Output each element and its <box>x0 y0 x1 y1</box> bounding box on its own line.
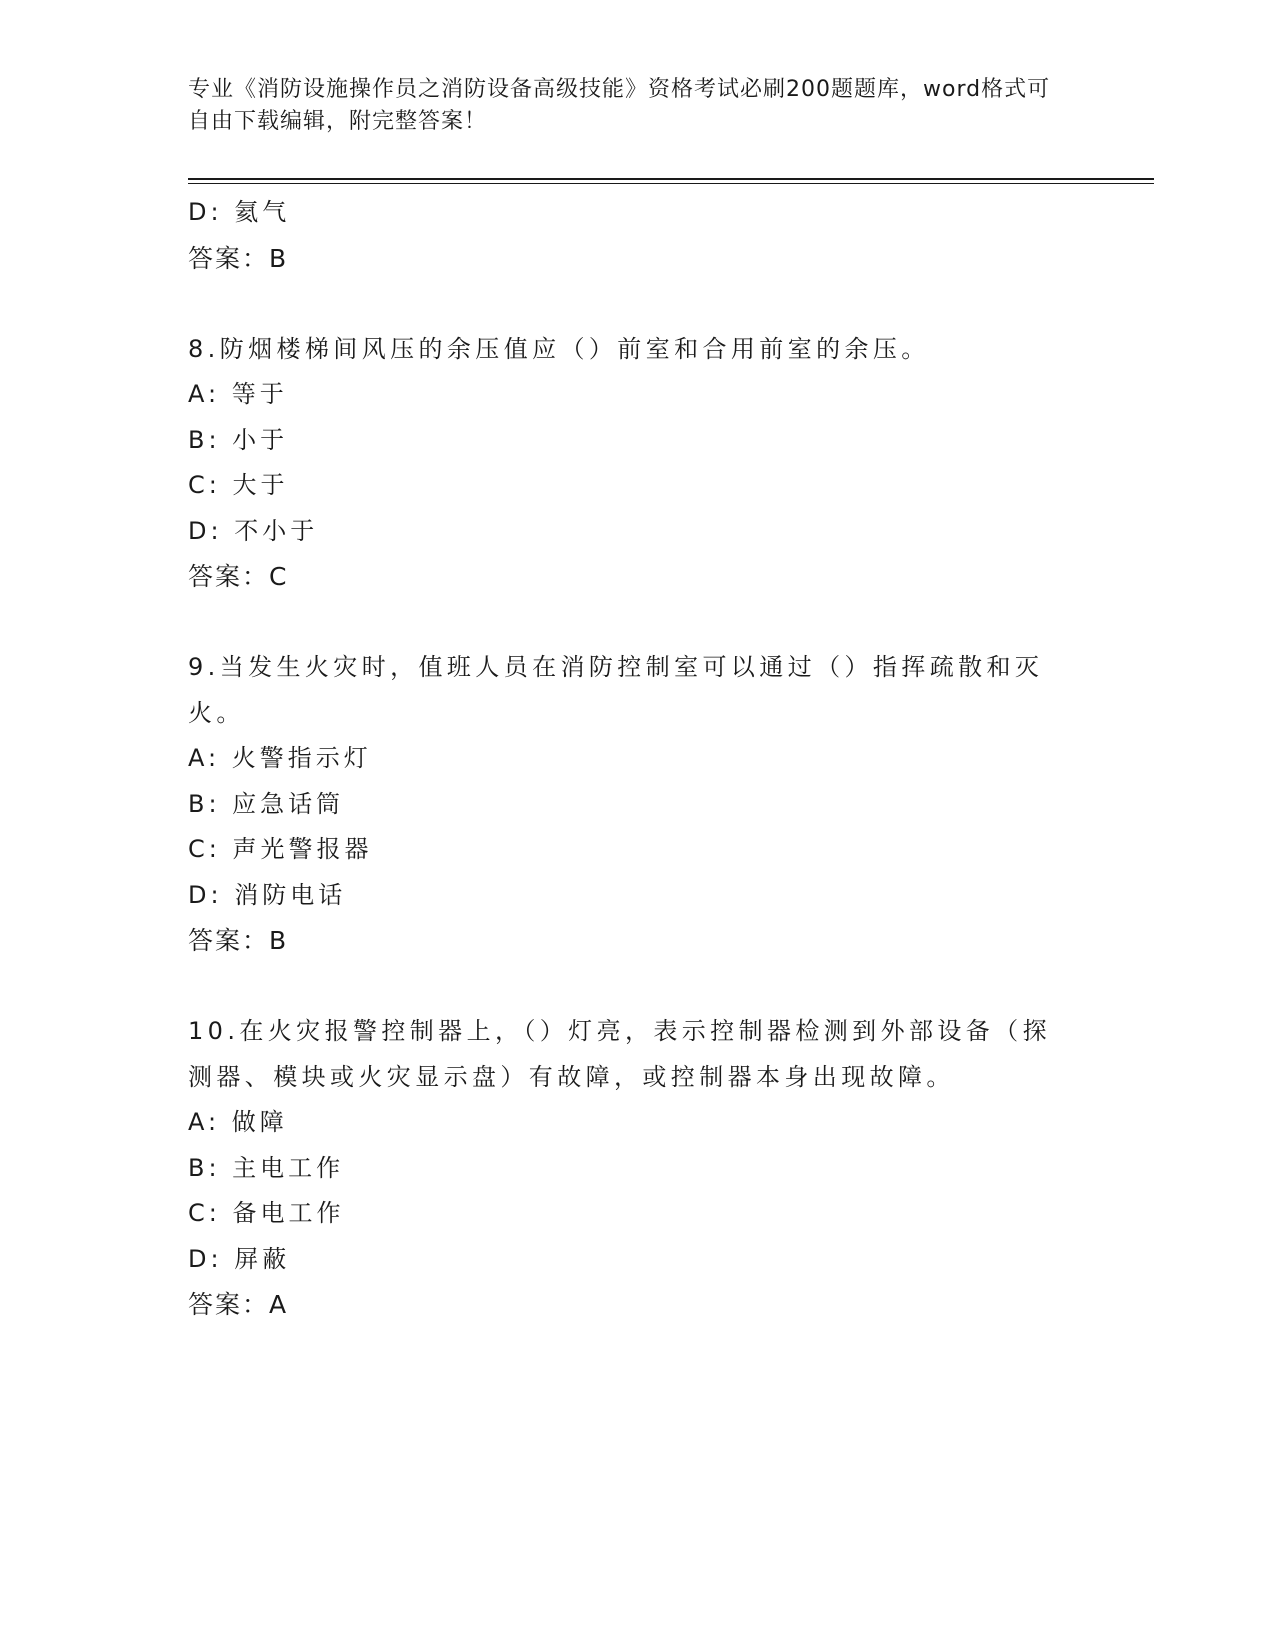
option-c: C: 大于 <box>188 471 289 499</box>
spacer <box>188 281 1088 327</box>
prev-answer: 答案：B <box>188 243 289 273</box>
header-divider-bottom <box>188 183 1154 184</box>
question-8 <box>188 327 1088 600</box>
option-d: D: 不小于 <box>188 516 319 545</box>
option-a: A: 做障 <box>188 1108 288 1136</box>
question-10 <box>188 1009 1088 1328</box>
option-c: C: 声光警报器 <box>188 835 373 863</box>
question-content <box>188 190 1088 1328</box>
option-c: C: 备电工作 <box>188 1199 345 1227</box>
spacer <box>188 964 1088 1010</box>
document-header: 专业《消防设施操作员之消防设备高级技能》资格考试必刷200题题库，word格式可自由下载编辑，附完整答案！ <box>188 77 1051 134</box>
option-a: A: 火警指示灯 <box>188 744 372 772</box>
spacer <box>188 600 1088 646</box>
option-b: B: 小于 <box>188 425 289 454</box>
answer: 答案：B <box>188 926 289 955</box>
option-d: D: 消防电话 <box>188 880 347 909</box>
answer: 答案：A <box>188 1290 289 1319</box>
question-9 <box>188 645 1088 964</box>
answer: 答案：C <box>188 562 289 591</box>
option-d: D: 屏蔽 <box>188 1244 291 1273</box>
question-text: 10.在火灾报警控制器上，（）灯亮，表示控制器检测到外部设备（探测器、模块或火灾显示盘）有故障，或控制器本身出现故障。 <box>188 1017 1051 1091</box>
header-divider-top <box>188 178 1154 180</box>
option-b: B: 主电工作 <box>188 1153 345 1182</box>
prev-option-d: D: 氦气 <box>188 198 291 226</box>
question-text: 8.防烟楼梯间风压的余压值应（）前室和合用前室的余压。 <box>188 334 930 363</box>
option-b: B: 应急话筒 <box>188 789 345 818</box>
question-text: 9.当发生火灾时，值班人员在消防控制室可以通过（）指挥疏散和灭火。 <box>188 653 1044 727</box>
option-a: A: 等于 <box>188 380 288 408</box>
